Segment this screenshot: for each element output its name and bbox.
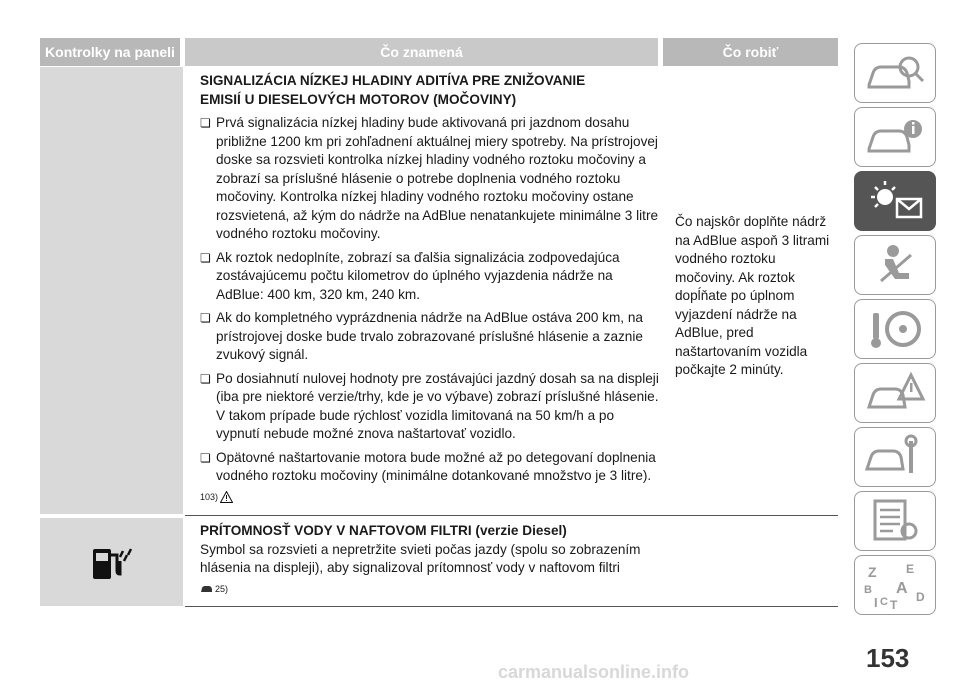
bullet-5: ❏ Opätovné naštartovanie motora bude možné až po detegovaní doplnenia vodného roztoku močoviny (minimálne dotankované množstvo je 3 litre).: [200, 449, 660, 486]
warning-light-icon: [863, 177, 927, 225]
tab-car-search[interactable]: [854, 43, 936, 103]
section-water-title: PRÍTOMNOSŤ VODY V NAFTOVOM FILTRI (verzie Diesel): [200, 523, 567, 538]
tab-emergency[interactable]: [854, 363, 936, 423]
svg-text:Z: Z: [868, 564, 877, 580]
section-water-body: Symbol sa rozsvieti a nepretržite svieti počas jazdy (spolu so zobrazením hlásenia na displeji), aby signalizoval prítomnosť vody v naftovom filtri: [200, 541, 641, 575]
tab-index[interactable]: [854, 555, 936, 615]
note-reference: [200, 488, 660, 507]
svg-text:D: D: [916, 590, 925, 604]
car-info-icon: [863, 115, 927, 159]
section-adblue-title: SIGNALIZÁCIA NÍZKEJ HLADINY ADITÍVA PRE ZNIŽOVANIE: [200, 73, 586, 88]
page-number: 153: [866, 643, 910, 673]
header-meaning: Čo znamená: [185, 38, 658, 66]
bullet-4: ❏ Po dosiahnutí nulovej hodnoty pre zostávajúci jazdný dosah sa na displeji (iba pre niektoré verzie/trhy, kde je vo výbave) zobrazí príslušné hlásenie. V takom prípade bude rýchlosť vozidla limitovaná na 50 km/h a po vypnutí nebude možné znova naštartovať vozidlo.: [200, 370, 660, 444]
indicator-cell-adblue: [40, 67, 183, 514]
note-number: 103): [200, 491, 219, 502]
steering-key-icon: [863, 305, 927, 353]
section-water-in-fuel: [200, 522, 670, 598]
action-adblue: Čo najskôr doplňte nádrž na AdBlue aspoň 3 litrami vodného roztoku močoviny. Ak roztok dopĺňate po úplnom vyjazdení nádrže na AdBlue, pred naštartovaním vozidla počkajte 2 minúty.: [675, 214, 830, 377]
specs-list-icon: [863, 497, 927, 545]
section-adblue-title-2: EMISIÍ U DIESELOVÝCH MOTOROV (MOČOVINY): [200, 91, 517, 107]
header-action: Čo robiť: [663, 38, 838, 66]
footer-watermark: carmanualsonline.info: [498, 662, 690, 682]
fuel-water-icon: [87, 541, 137, 583]
car-wrench-icon: [863, 433, 927, 481]
row-divider: [185, 515, 838, 516]
header-warning-lights: Kontrolky na paneli: [40, 38, 180, 66]
tab-driving[interactable]: [854, 299, 936, 359]
svg-text:B: B: [864, 584, 872, 596]
svg-text:T: T: [890, 598, 898, 611]
svg-text:E: E: [906, 562, 915, 576]
section-adblue: [200, 72, 660, 506]
tab-specs[interactable]: [854, 491, 936, 551]
tab-warning-lights[interactable]: [854, 171, 936, 231]
table-bottom-line: [185, 606, 838, 607]
bullet-2: ❏ Ak roztok nedoplníte, zobrazí sa ďalšia signalizácia zodpovedajúca zostávajúcemu počtu kilometrov do úplného vyjazdenia nádrže na AdBlue: 400 km, 320 km, 240 km.: [200, 249, 660, 305]
indicator-cell-water-in-fuel: [40, 518, 183, 606]
alphabet-index-icon: [860, 559, 930, 611]
car-warning-road-icon: [863, 369, 927, 417]
tab-safety[interactable]: [854, 235, 936, 295]
svg-text:C: C: [880, 596, 888, 608]
tab-car-info[interactable]: [854, 107, 936, 167]
car-search-icon: [863, 51, 927, 95]
note-number-2: 25): [215, 583, 229, 594]
bullet-3: ❏ Ak do kompletného vyprázdnenia nádrže na AdBlue ostáva 200 km, na prístrojovej doske bude trvalo zobrazované príslušné hlásenie a zaznie zvukový signál.: [200, 309, 660, 365]
seat-airbag-icon: [863, 241, 927, 289]
car-note-icon: [200, 584, 213, 594]
svg-text:I: I: [874, 595, 878, 610]
warning-triangle-icon: [220, 491, 233, 503]
note-reference-2: [200, 580, 670, 599]
bullet-1: ❏ Prvá signalizácia nízkej hladiny bude aktivovaná pri jazdnom dosahu približne 1200 km pri zohľadnení aktuálnej miery spotreby. Na prístrojovej doske sa rozsvieti kontrolka nízkej hladiny vodného roztoku močoviny a zobrazí sa príslušné hlásenie o potrebe doplnenia vodného roztoku močoviny. Kontrolka nízkej hladiny vodného roztoku močoviny ostane rozsvietená, až kým do nádrže na AdBlue nenatankujete minimálne 3 litre vodného roztoku močoviny.: [200, 114, 660, 244]
tab-maintenance[interactable]: [854, 427, 936, 487]
svg-text:A: A: [896, 580, 908, 597]
